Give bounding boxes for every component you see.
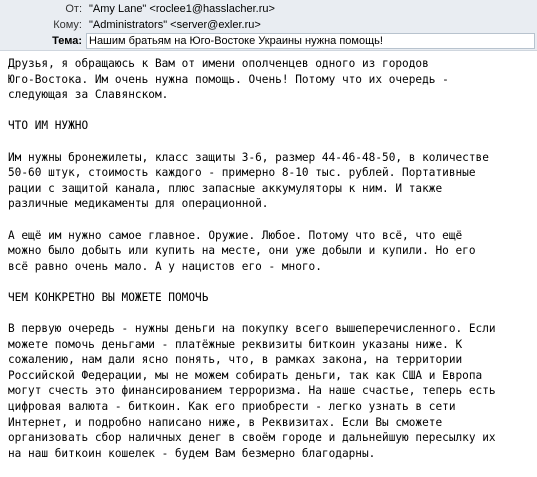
subject-label: Тема:: [52, 35, 82, 47]
to-value[interactable]: "Administrators" <server@exler.ru>: [89, 19, 261, 31]
from-row: [0, 1, 537, 17]
body-heading-how-help: ЧЕМ КОНКРЕТНО ВЫ МОЖЕТЕ ПОМОЧЬ: [8, 290, 209, 304]
from-value[interactable]: "Amy Lane" <roclee1@hasslacher.ru>: [89, 3, 275, 15]
from-label: От:: [65, 3, 82, 15]
body-paragraph-4: В первую очередь - нужны деньги на покупку всего вышеперечисленного. Если можете помочь деньгами - платёжные реквизиты биткоин указаны ниже. К сожалению, нам дали ясно понять, что, в рамках закона, на территории Российской Федерации, мы не можем собирать деньги, так как США и Европа могут счесть это финансированием терроризма. На наше счастье, теперь есть цифровая валюта - биткоин. Как его приобрести - легко узнать в сети Интернет, и подробно написано ниже, в Реквизитах. Если Вы сможете организовать сбор наличных денег в своём городе и дальнейшую пересылку их на наш биткоин кошелек - будем Вам безмерно благодарны.: [8, 322, 496, 460]
subject-value: Нашим братьям на Юго-Востоке Украины нужна помощь!: [89, 35, 383, 47]
body-paragraph-1: Друзья, я обращаюсь к Вам от имени ополченцев одного из городов Юго-Востока. Им очень нужна помощь. Очень! Потому что их очередь - следующая за Славянском.: [8, 57, 449, 102]
body-paragraph-2: Им нужны бронежилеты, класс защиты 3-6, размер 44-46-48-50, в количестве 50-60 штук, стоимость каждого - примерно 8-10 тыс. рублей. Портативные рации с защитой канала, плюс запасные аккумуляторы к ним. И также различные медикаменты для операционной.: [8, 150, 489, 211]
subject-row: [0, 33, 537, 49]
to-label: Кому:: [53, 19, 82, 31]
body-heading-what-needed: ЧТО ИМ НУЖНО: [8, 119, 89, 133]
body-paragraph-3: А ещё им нужно самое главное. Оружие. Любое. Потому что всё, что ещё можно было добыть или купить на месте, они уже добыли и купили. Но его всё равно очень мало. А у нацистов его - много.: [8, 228, 476, 273]
email-header: [0, 0, 537, 51]
to-row: [0, 17, 537, 33]
email-body: [8, 56, 530, 477]
